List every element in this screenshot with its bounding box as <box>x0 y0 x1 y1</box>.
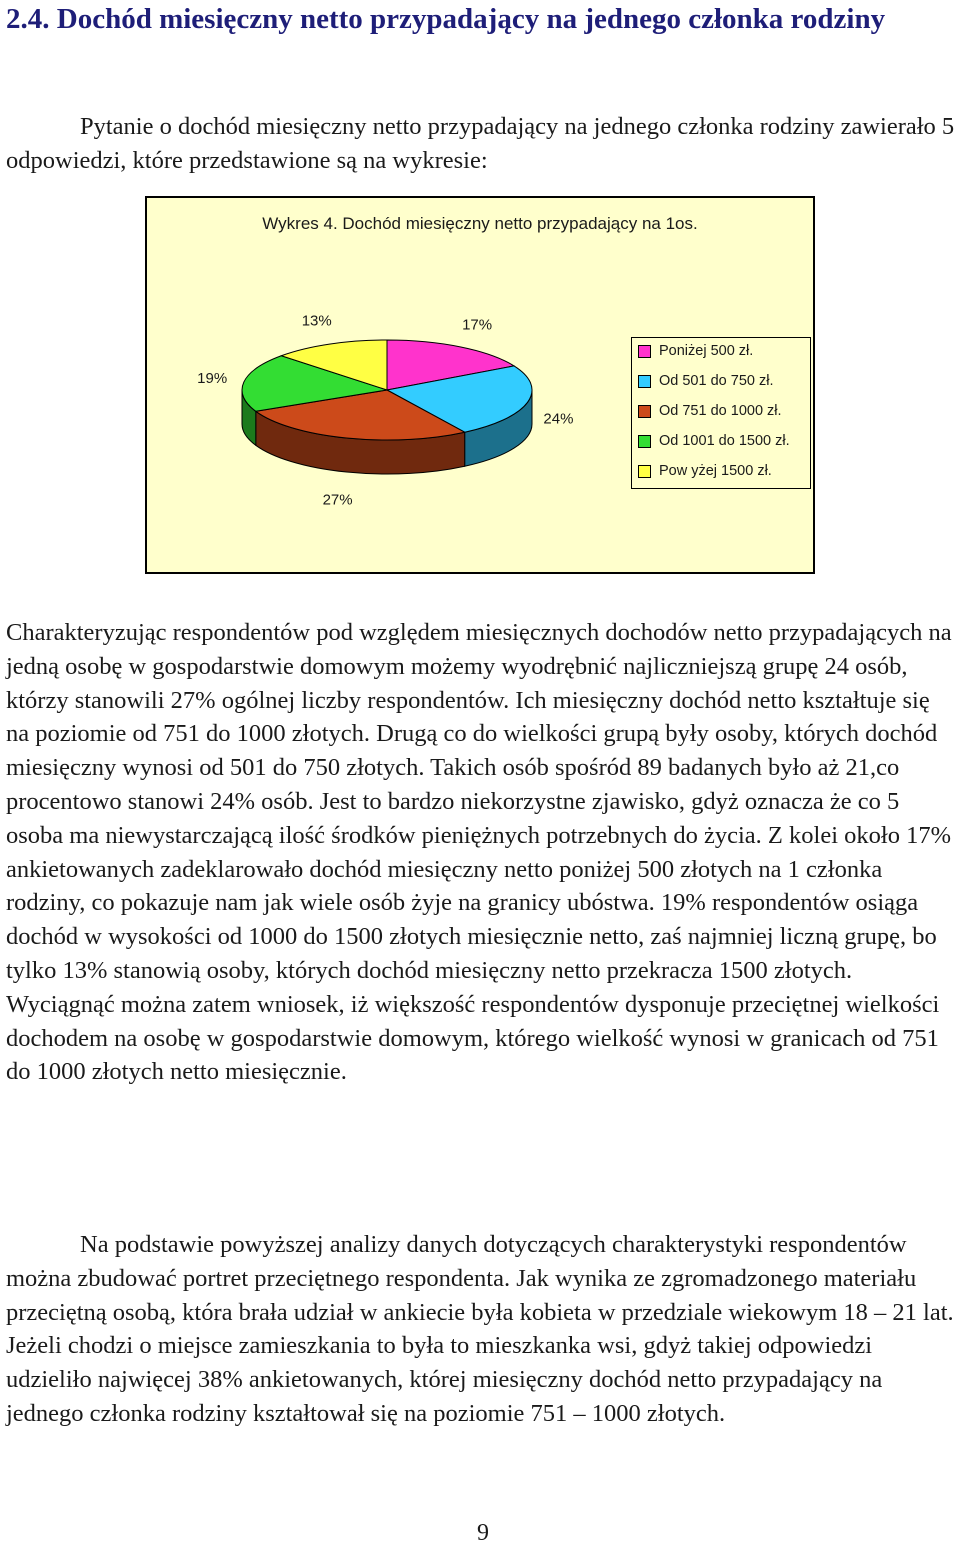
pie-value-label: 19% <box>197 370 228 388</box>
legend-item <box>638 401 782 421</box>
pie-value-label: 17% <box>462 316 493 334</box>
pie-value-label: 24% <box>543 410 574 428</box>
chart-legend <box>631 337 811 489</box>
legend-item <box>638 371 773 391</box>
legend-item <box>638 341 753 361</box>
pie-top-slices <box>242 340 532 440</box>
legend-swatch <box>638 465 651 478</box>
legend-label: Od 1001 do 1500 zł. <box>659 433 790 449</box>
intro-paragraph: Pytanie o dochód miesięczny netto przypadający na jednego członka rodziny zawierało 5 odpowiedzi, które przedstawione są na wykresie: <box>6 113 955 174</box>
legend-label: Od 751 do 1000 zł. <box>659 403 782 419</box>
section-heading: 2.4. Dochód miesięczny netto przypadający na jednego członka rodziny <box>6 3 886 35</box>
legend-item <box>638 431 790 451</box>
pie-value-label: 27% <box>322 491 353 509</box>
summary-paragraph: Na podstawie powyższej analizy danych dotyczących charakterystyki respondentów można zbudować portret przeciętnego respondenta. Jak wynika ze zgromadzonego materiału przeciętną osobą, która brała udział w ankiecie była kobieta w przedziale wiekowym 18 – 21 lat. Jeżeli chodzi o miejsce zamieszkania to była to mieszkanka wsi, gdyż takiej odpowiedzi udzieliło najwięcej 38% ankietowanych, której miesięczny dochód netto przypadający na jednego członka rodziny kształtował się na poziomie 751 – 1000 złotych. <box>6 1231 954 1427</box>
legend-label: Poniżej 500 zł. <box>659 343 754 359</box>
analysis-paragraph: Charakteryzując respondentów pod względem miesięcznych dochodów netto przypadających na jedną osobę w gospodarstwie domowym możemy wyodrębnić najliczniejszą grupę 24 osób, którzy stanowili 27% ogólnej liczby respondentów. Ich miesięczny dochód netto kształtuje się na poziomie od 751 do 1000 złotych. Drugą co do wielkości grupą były osoby, których dochód miesięczny wynosi od 501 do 750 złotych. Takich osób spośród 89 badanych było aż 21,co procentowo stanowi 24% osób. Jest to bardzo niekorzystne zjawisko, gdyż oznacza że co 5 osoba ma niewystarczającą ilość środków pieniężnych potrzebnych do życia. Z kolei około 17% ankietowanych zadeklarowało dochód miesięczny netto poniżej 500 złotych na 1 członka rodziny, co pokazuje nam jak wiele osób żyje na granicy ubóstwa. 19% respondentów osiąga dochód w wysokości od 1000 do 1500 złotych miesięcznie netto, zaś najmniej liczną grupę, bo tylko 13% stanowią osoby, których dochód miesięczny netto przekracza 1500 złotych. Wyciągnąć można zatem wniosek, iż większość respondentów dysponuje przeciętnej wielkości dochodem na osobę w gospodarstwie domowym, którego wielkość wynosi w granicach od 751 do 1000 złotych netto miesięcznie. <box>6 619 952 1086</box>
legend-label: Pow yżej 1500 zł. <box>659 463 772 479</box>
legend-swatch <box>638 435 651 448</box>
pie-value-label: 13% <box>301 312 332 330</box>
legend-swatch <box>638 375 651 388</box>
pie-chart-figure <box>145 196 815 574</box>
legend-label: Od 501 do 750 zł. <box>659 373 774 389</box>
page-number: 9 <box>477 1520 489 1546</box>
legend-swatch <box>638 345 651 358</box>
legend-swatch <box>638 405 651 418</box>
chart-title: Wykres 4. Dochód miesięczny netto przypadający na 1os. <box>262 214 698 233</box>
legend-item <box>638 461 772 481</box>
